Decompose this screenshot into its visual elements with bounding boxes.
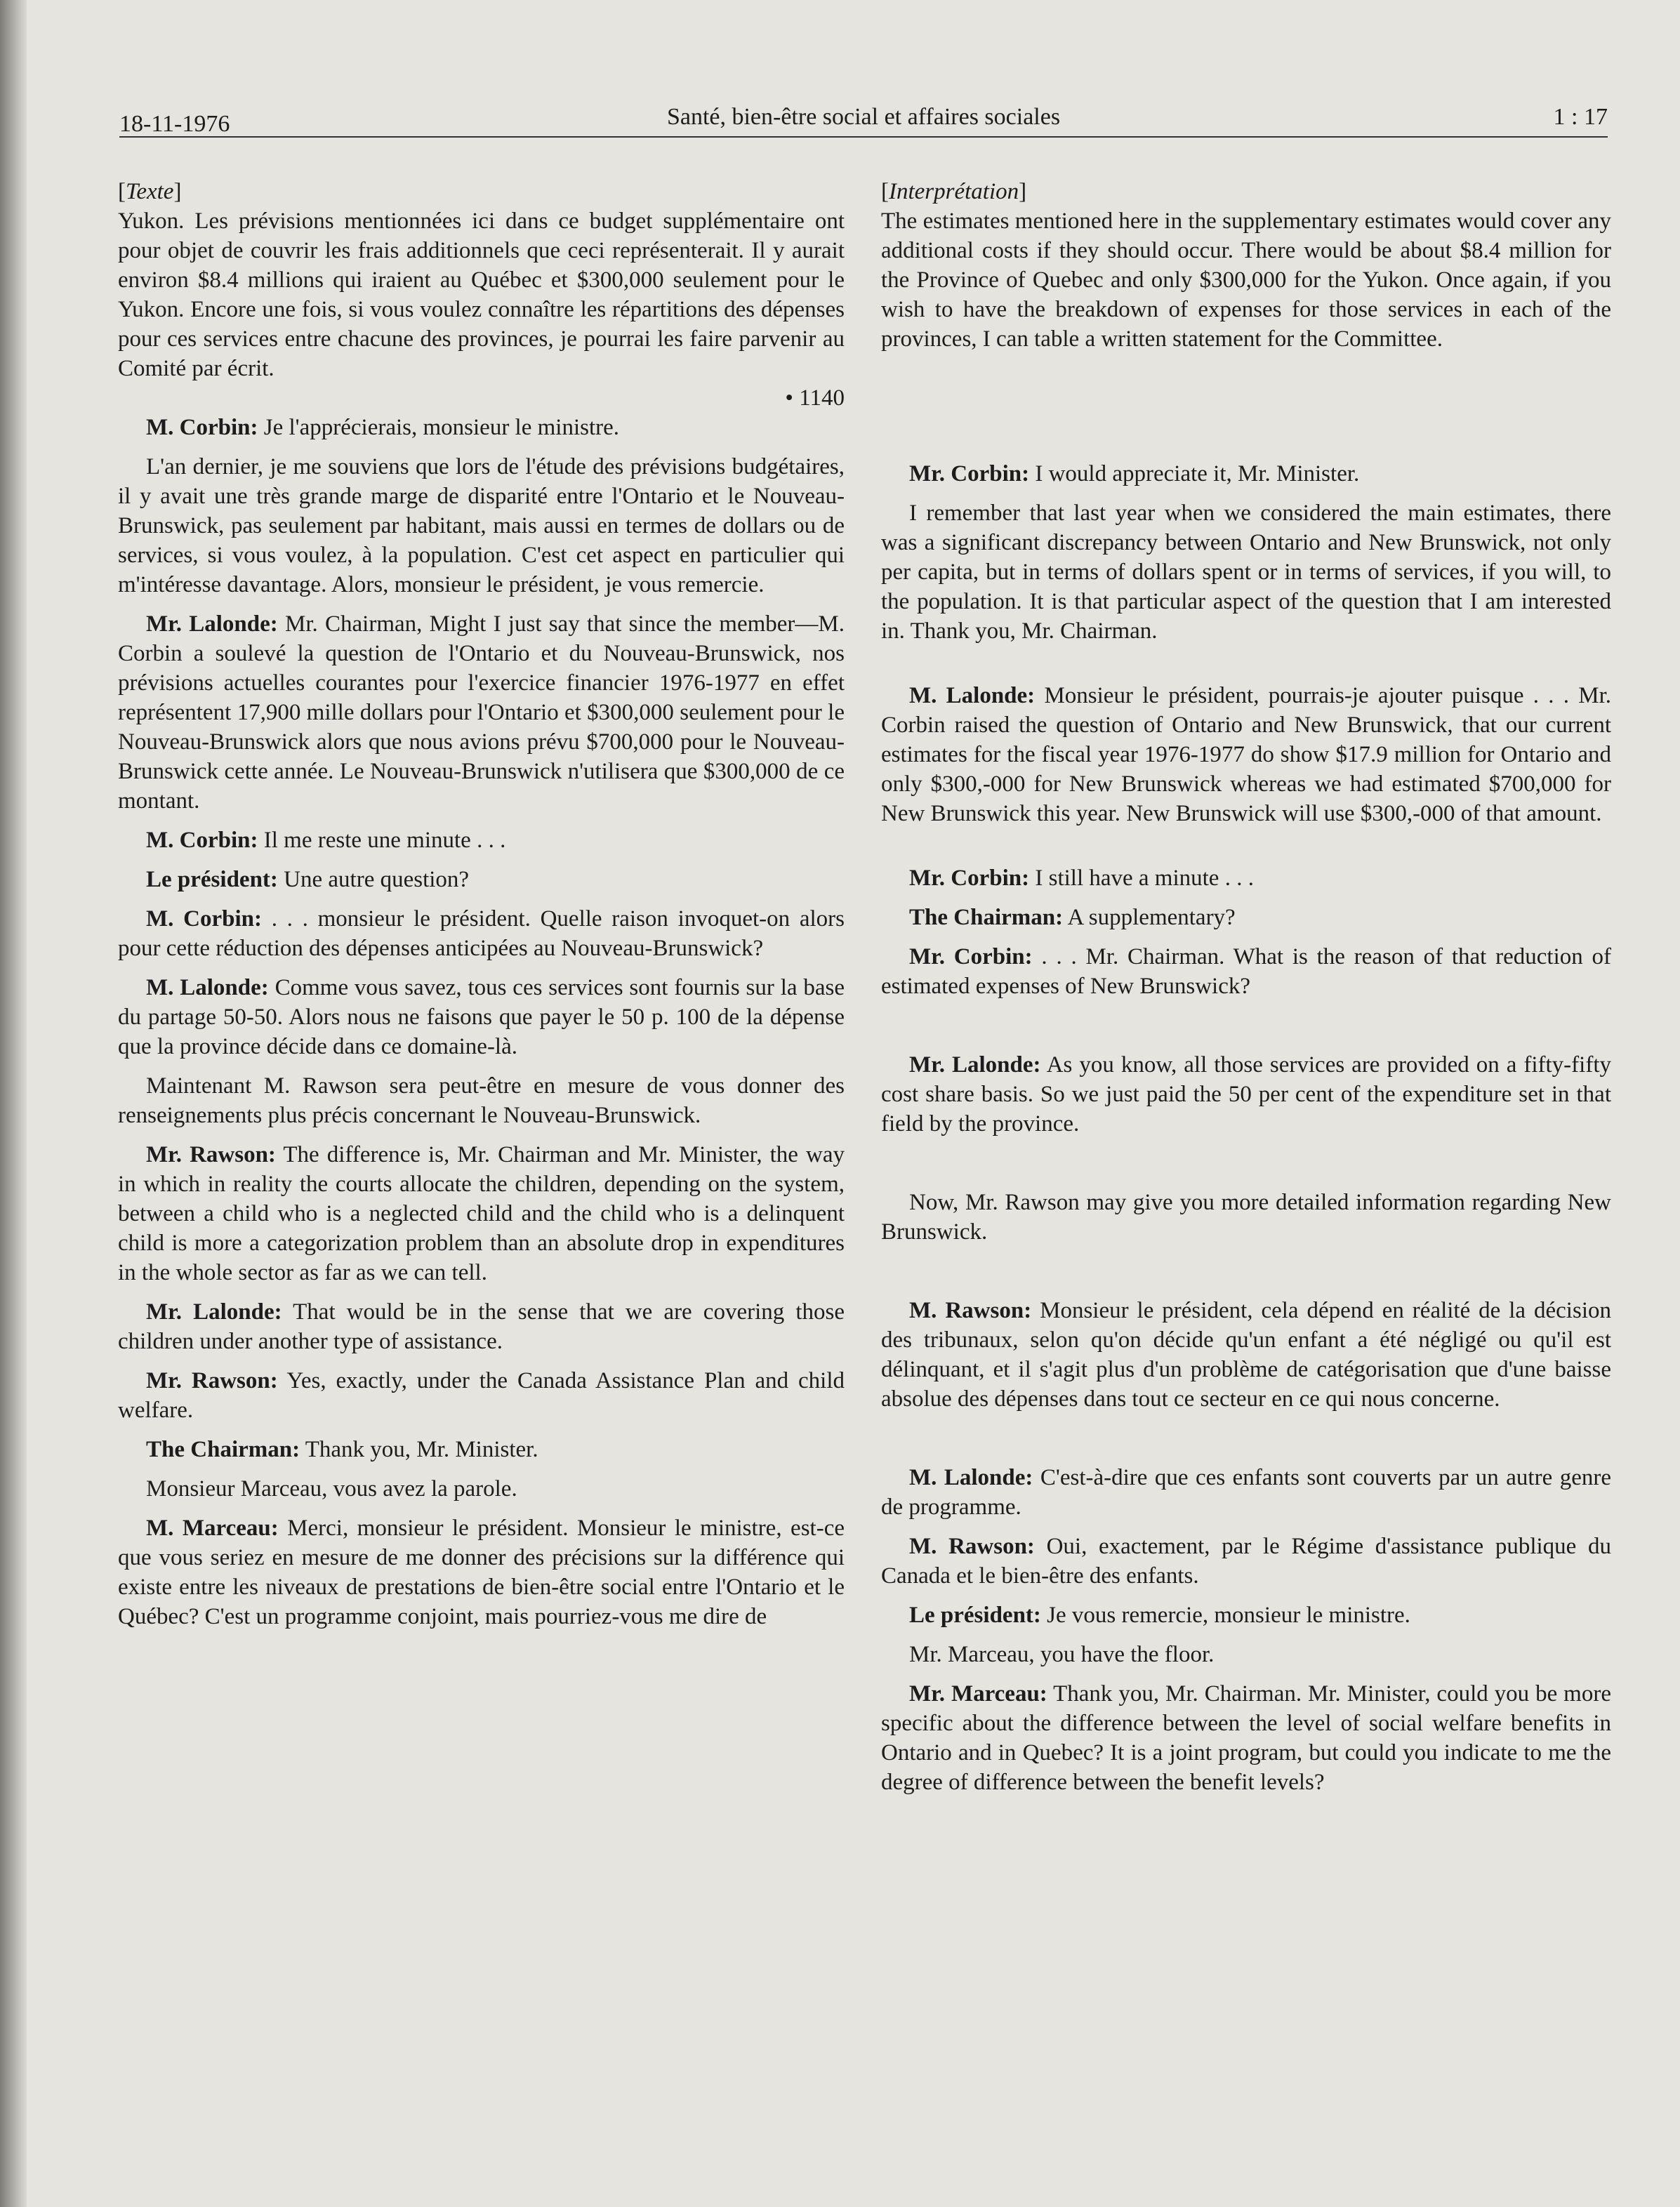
speech-item (881, 942, 1611, 1001)
speech-text: Comme vous savez, tous ces services sont fournis sur la base du partage 50-50. Alors nous ne faisons que payer le 50 p. 100 de la dépense que la province décide dans ce domaine-là. (118, 975, 845, 1059)
speech-text: Merci, monsieur le président. Monsieur le ministre, est-ce que vous seriez en mesure de me donner des précisions sur la différence qui existe entre les niveaux de prestations de bien-être social entre l'Ontario et le Québec? C'est un programme conjoint, mais pourriez-vous me dire de (118, 1516, 845, 1629)
speaker-name: Le président: (146, 867, 278, 892)
book-spine-shadow (0, 0, 27, 2207)
speech-text: . . . Mr. Chairman. What is the reason of that reduction of estimated expenses of New Brunswick? (881, 944, 1612, 999)
speech-item (118, 1366, 845, 1425)
speech-item (118, 865, 845, 894)
speech-item (118, 1513, 845, 1631)
time-marker: • 1140 (785, 385, 845, 411)
speech-item (881, 1296, 1611, 1414)
speech-text: . . . monsieur le président. Quelle raison invoquet-on alors pour cette réduction des dépenses anticipées au Nouveau-Brunswick? (118, 906, 845, 961)
speaker-name: Le président: (909, 1603, 1041, 1628)
section-tag-label: Texte (126, 179, 174, 204)
section-tag-label: Interprétation (889, 179, 1019, 204)
speaker-name: Mr. Corbin: (909, 461, 1030, 486)
speaker-name: M. Lalonde: (146, 975, 269, 1000)
speech-text: The difference is, Mr. Chairman and Mr. Minister, the way in which in reality the courts allocate the children, depending on the system, between a child who is a neglected child and the child who is a delinquent child is more a categorization problem than an absolute drop in expenditures in the whole sector as far as we can tell. (118, 1142, 845, 1285)
speaker-name: Mr. Marceau: (909, 1681, 1047, 1706)
speaker-name: Mr. Corbin: (909, 866, 1030, 891)
speech-text: Une autre question? (277, 867, 470, 892)
speech-text: Il me reste une minute . . . (258, 828, 506, 853)
speech-text: Monsieur le président, pourrais-je ajouter puisque . . . Mr. Corbin raised the question of Ontario and New Brunswick, that our current estimates for the fiscal year 1976-1977 do show $17.9 million for Ontario and only $300,-000 for New Brunswick whereas we had estimated $700,000 for New Brunswick this year. New Brunswick will use $300,-000 of that amount. (881, 683, 1612, 826)
section-tag: [Texte] (118, 179, 182, 204)
speaker-name: Mr. Rawson: (146, 1142, 276, 1167)
speech-item (881, 681, 1611, 828)
speaker-name: M. Corbin: (146, 415, 258, 440)
speech-item (118, 1435, 845, 1464)
speech-text: Je vous remercie, monsieur le ministre. (1040, 1603, 1410, 1628)
speaker-name: Mr. Corbin: (909, 944, 1033, 969)
speaker-name: Mr. Lalonde: (909, 1052, 1041, 1078)
speech-text: Yes, exactly, under the Canada Assistance Plan and child welfare. (118, 1368, 845, 1423)
header-page-number: 1 : 17 (1553, 104, 1608, 130)
speech-item (118, 1140, 845, 1287)
header-rule (119, 136, 1608, 138)
paragraph: Yukon. Les prévisions mentionnées ici dans ce budget supplémentaire ont pour objet de couvrir les frais additionnels que ceci représenterait. Il y aurait environ $8.4 millions qui iraient au Québec et $300,000 seulement pour le Yukon. Encore une fois, si vous voulez connaître les répartitions des dépenses pour ces services entre chacune des provinces, je pourrai les faire parvenir au Comité par écrit. (118, 208, 845, 381)
speaker-name: Mr. Lalonde: (146, 1299, 282, 1325)
speech-item (881, 459, 1611, 489)
speech-item (118, 609, 845, 816)
speech-text: C'est-à-dire que ces enfants sont couverts par un autre genre de programme. (881, 1465, 1611, 1520)
speech-item (881, 903, 1611, 932)
header-date: 18-11-1976 (119, 111, 230, 137)
speech-item (881, 1463, 1611, 1522)
right-column (881, 177, 1611, 1797)
speech-item (118, 904, 845, 963)
speech-text: I still have a minute . . . (1029, 866, 1254, 891)
speaker-name: M. Corbin: (146, 906, 262, 932)
paragraph: Mr. Marceau, you have the floor. (909, 1642, 1215, 1667)
speech-text: That would be in the sense that we are covering those children under another type of assistance. (118, 1299, 845, 1354)
speaker-name: Mr. Lalonde: (146, 611, 278, 637)
speaker-name: M. Rawson: (909, 1534, 1035, 1559)
speech-item (118, 973, 845, 1061)
header-title: Santé, bien-être social et affaires sociales (666, 104, 1061, 130)
paragraph: Maintenant M. Rawson sera peut-être en mesure de vous donner des renseignements plus précis concernant le Nouveau-Brunswick. (118, 1073, 845, 1128)
speech-item (881, 1050, 1611, 1139)
speech-text: Oui, exactement, par le Régime d'assistance publique du Canada et le bien-être des enfants. (881, 1534, 1611, 1589)
speech-text: Thank you, Mr. Minister. (300, 1437, 538, 1462)
speaker-name: The Chairman: (146, 1437, 300, 1462)
speaker-name: M. Rawson: (909, 1298, 1032, 1323)
speaker-name: M. Marceau: (146, 1516, 279, 1541)
speech-text: A supplementary? (1063, 905, 1236, 930)
speech-item (881, 1532, 1611, 1591)
speaker-name: The Chairman: (909, 905, 1064, 930)
speech-text: I would appreciate it, Mr. Minister. (1029, 461, 1360, 486)
paragraph: Monsieur Marceau, vous avez la parole. (146, 1476, 517, 1502)
paragraph: The estimates mentioned here in the supplementary estimates would cover any additional costs if they should occur. There would be about $8.4 million for the Province of Quebec and only $300,000 for the Yukon. Once again, if you wish to have the breakdown of expenses for those services in each of the provinces, I can table a written statement for the Committee. (881, 208, 1611, 352)
speech-item (118, 413, 845, 442)
speech-text: Thank you, Mr. Chairman. Mr. Minister, could you be more specific about the difference between the level of social welfare benefits in Ontario and in Quebec? It is a joint program, but could you indicate to me the degree of difference between the benefit levels? (881, 1681, 1611, 1795)
paragraph: Now, Mr. Rawson may give you more detailed information regarding New Brunswick. (881, 1190, 1611, 1245)
speech-item (118, 826, 845, 855)
paragraph: L'an dernier, je me souviens que lors de l'étude des prévisions budgétaires, il y avait une très grande marge de disparité entre l'Ontario et le Nouveau-Brunswick, pas seulement par habitant, mais aussi en termes de dollars ou de services, si vous voulez, à la population. C'est cet aspect en particulier qui m'intéresse davantage. Alors, monsieur le président, je vous remercie. (118, 454, 845, 597)
speaker-name: M. Lalonde: (909, 1465, 1033, 1490)
speech-item (118, 1297, 845, 1356)
speech-text: Monsieur le président, cela dépend en réalité de la décision des tribunaux, selon qu'on décide qu'un enfant a été négligé ou qu'il est délinquant, et il s'agit plus d'un problème de catégorisation que d'une baisse absolue des dépenses dans tout ce secteur en ce qui nous concerne. (881, 1298, 1611, 1412)
speech-item (881, 1679, 1611, 1797)
speech-item (881, 1600, 1611, 1630)
speaker-name: M. Lalonde: (909, 683, 1036, 708)
speech-text: Mr. Chairman, Might I just say that since the member—M. Corbin a soulevé la question de l'Ontario et du Nouveau-Brunswick, nos prévisions actuelles courantes pour l'exercice financier 1976-1977 en effet représentent 17,900 mille dollars pour l'Ontario et $300,000 seulement pour le Nouveau-Brunswick alors que nous avions prévu $700,000 pour le Nouveau-Brunswick cette année. Le Nouveau-Brunswick n'utilisera que $300,000 de ce montant. (118, 611, 845, 814)
speech-item (881, 863, 1611, 893)
paragraph: I remember that last year when we considered the main estimates, there was a significant discrepancy between Ontario and New Brunswick, not only per capita, but in terms of dollars spent or in terms of services, if you will, to the population. It is that particular aspect of the question that I am interested in. Thank you, Mr. Chairman. (881, 501, 1611, 644)
speech-text: Je l'apprécierais, monsieur le ministre. (258, 415, 620, 440)
speaker-name: M. Corbin: (146, 828, 258, 853)
speech-text: As you know, all those services are provided on a fifty-fifty cost share basis. So we just paid the 50 per cent of the expenditure set in that field by the province. (881, 1052, 1611, 1136)
speaker-name: Mr. Rawson: (146, 1368, 278, 1393)
page-header (119, 104, 1608, 140)
section-tag: [Interprétation] (881, 179, 1027, 204)
left-column (118, 177, 845, 1631)
